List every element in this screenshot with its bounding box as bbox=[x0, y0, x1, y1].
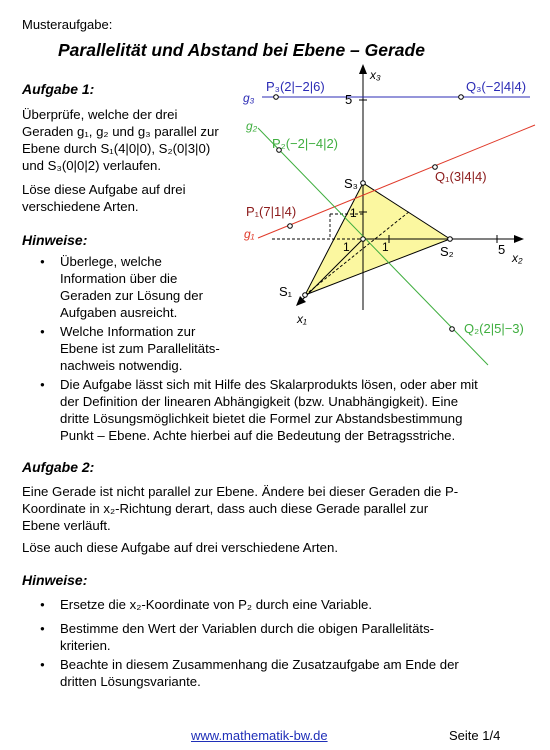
text-line: Löse diese Aufgabe auf drei bbox=[22, 182, 186, 197]
x2-arrow-icon bbox=[514, 235, 524, 243]
task2-hint-heading: Hinweise: bbox=[22, 572, 88, 588]
tick-label: 5 bbox=[345, 92, 353, 107]
text-line: Koordinate in x₂-Richtung derart, dass auch diese Gerade parallel zur bbox=[22, 501, 429, 516]
footer-link[interactable]: www.mathematik-bw.de bbox=[191, 728, 328, 743]
text-line: Geraden zur Lösung der bbox=[60, 288, 203, 303]
tick-label: 1 bbox=[382, 240, 389, 254]
x3-arrow-icon bbox=[359, 64, 367, 74]
point-S2 bbox=[448, 237, 453, 242]
text-line: dritten Lösungsvariante. bbox=[60, 674, 201, 689]
x2-axis-label: x₂ bbox=[512, 251, 523, 265]
point-P1 bbox=[288, 224, 293, 229]
text-line: kriterien. bbox=[60, 638, 111, 653]
label-Q3: Q₃(−2|4|4) bbox=[466, 79, 527, 94]
text-line: dritte Lösungsmöglichkeit bietet die Formel zur Abstandsbestimmung bbox=[60, 411, 463, 426]
text-line: ● Welche Information zur bbox=[60, 324, 196, 339]
tick-label: 1 bbox=[350, 206, 357, 220]
point-S1 bbox=[303, 293, 308, 298]
label-g3: g₃ bbox=[243, 91, 255, 105]
text-line: Überprüfe, welche der drei bbox=[22, 107, 178, 122]
text-line: Aufgaben ausreicht. bbox=[60, 305, 178, 320]
label-S1: S₁ bbox=[279, 284, 293, 299]
text-line: nachweis notwendig. bbox=[60, 358, 183, 373]
text-line: verschiedene Arten. bbox=[22, 199, 139, 214]
text-line: ● Die Aufgabe lässt sich mit Hilfe des Skalarprodukts lösen, oder aber mit bbox=[60, 377, 478, 392]
label-S3: S₃ bbox=[344, 176, 358, 191]
label-S2: S₂ bbox=[440, 244, 454, 259]
tick-label: 1 bbox=[343, 240, 350, 254]
label-g1: g₁ bbox=[244, 227, 255, 241]
task2-p2: Löse auch diese Aufgabe auf drei verschiedene Arten. bbox=[22, 540, 338, 555]
text-line: Information über die bbox=[60, 271, 178, 286]
label-P3: P₃(2|−2|6) bbox=[266, 79, 325, 94]
text-line: Ebene durch S₁(4|0|0), S₂(0|3|0) bbox=[22, 141, 211, 156]
text-line: ● Überlege, welche bbox=[60, 254, 162, 269]
label-g2: g₂ bbox=[246, 119, 258, 133]
text-line: ● Bestimme den Wert der Variablen durch die obigen Parallelitäts- bbox=[60, 621, 435, 636]
text-line: Eine Gerade ist nicht parallel zur Ebene. Ändere bei dieser Geraden die P- bbox=[22, 484, 459, 499]
tick-label: 5 bbox=[498, 242, 506, 257]
text-line: ● Ersetze die x₂-Koordinate von P₂ durch eine Variable. bbox=[60, 597, 373, 612]
page-number: Seite 1/4 bbox=[449, 728, 501, 743]
text-line: Geraden g₁, g₂ und g₃ parallel zur bbox=[22, 124, 219, 139]
text-line: Ebene verläuft. bbox=[22, 518, 111, 533]
text-line: und S₃(0|0|2) verlaufen. bbox=[22, 158, 162, 173]
x3-axis-label: x₃ bbox=[370, 68, 381, 82]
point-Q2 bbox=[450, 327, 455, 332]
point-Q3 bbox=[459, 95, 464, 100]
text-line: Punkt – Ebene. Achte hierbei auf die Bedeutung der Betragsstriche. bbox=[60, 428, 456, 443]
text-line: der Definition der linearen Abhängigkeit (bzw. Unabhängigkeit). Eine bbox=[60, 394, 459, 409]
origin-point bbox=[361, 237, 366, 242]
header-label: Musteraufgabe: bbox=[22, 17, 113, 32]
label-Q1: Q₁(3|4|4) bbox=[435, 169, 487, 184]
label-P1: P₁(7|1|4) bbox=[246, 204, 297, 219]
task2-heading: Aufgabe 2: bbox=[22, 459, 95, 475]
point-P3 bbox=[274, 95, 279, 100]
task1-hint-heading: Hinweise: bbox=[22, 232, 88, 248]
point-S3 bbox=[361, 181, 366, 186]
x1-axis-label: x₁ bbox=[297, 312, 307, 326]
task1-heading: Aufgabe 1: bbox=[22, 81, 95, 97]
label-Q2: Q₂(2|5|−3) bbox=[464, 321, 524, 336]
label-P2: P₂(−2|−4|2) bbox=[272, 136, 339, 151]
page-title: Parallelität und Abstand bei Ebene – Gerade bbox=[58, 40, 425, 60]
text-line: ● Beachte in diesem Zusammenhang die Zusatzaufgabe am Ende der bbox=[60, 657, 459, 672]
text-line: Ebene ist zum Parallelitäts- bbox=[60, 341, 220, 356]
